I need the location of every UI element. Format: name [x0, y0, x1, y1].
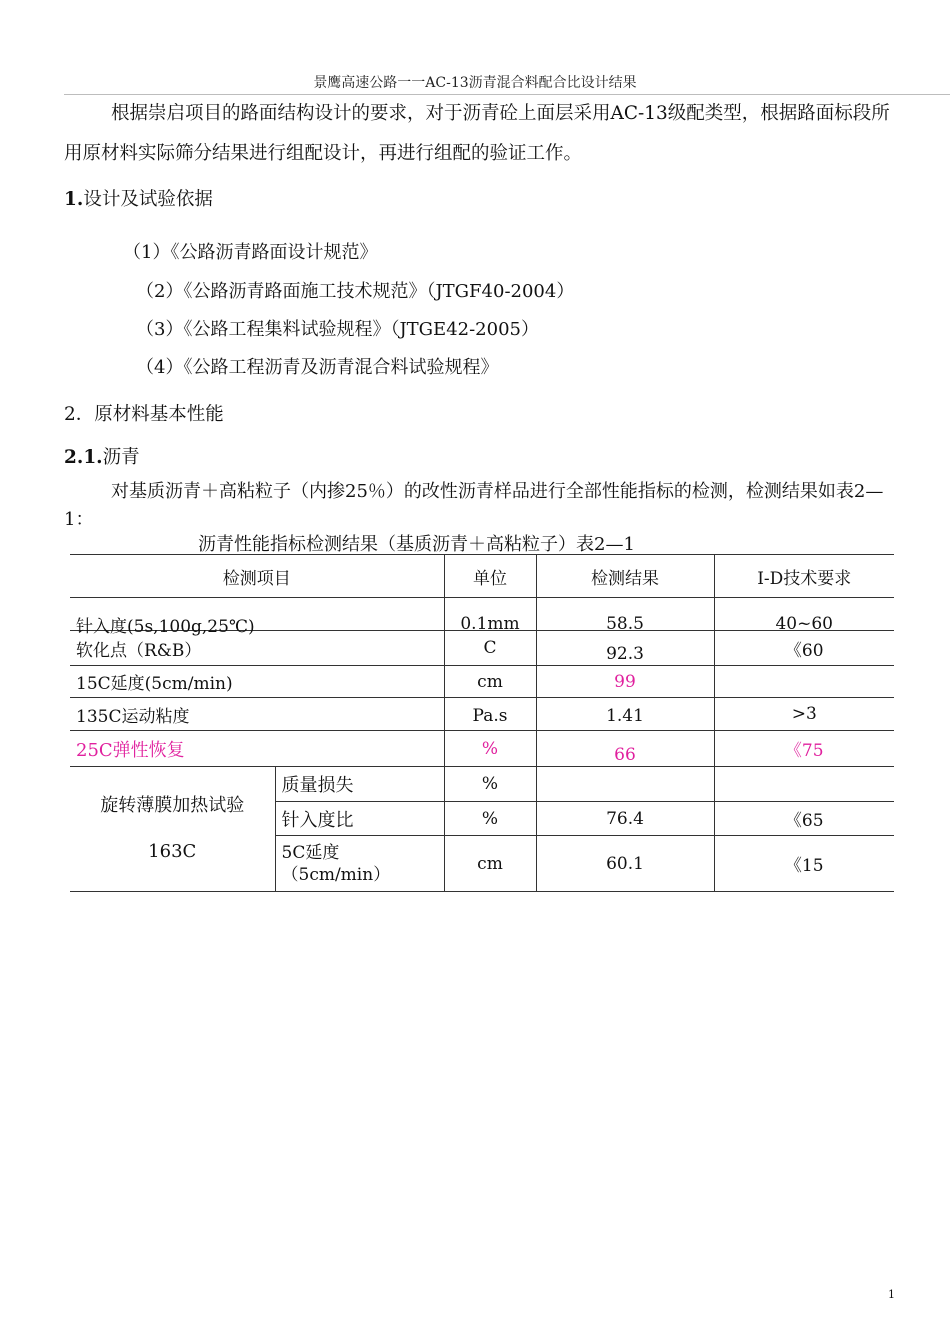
row-item-line2: （5cm/min）	[281, 864, 391, 885]
section-1-heading	[64, 185, 213, 211]
row-requirement: 40~60	[714, 598, 894, 631]
row-unit: %	[444, 767, 536, 802]
row-item: 软化点（R&B）	[70, 631, 444, 666]
rtfot-label-line2: 163C	[148, 841, 197, 862]
row-result: 92.3	[536, 631, 714, 666]
header-unit: 单位	[444, 555, 536, 598]
row-result: 66	[536, 731, 714, 767]
row-requirement	[714, 767, 894, 802]
row-item: 针入度(5s,100g,25℃)	[70, 598, 444, 631]
row-requirement: 《60	[714, 631, 894, 666]
row-result: 99	[536, 666, 714, 698]
row-result: 1.41	[536, 698, 714, 731]
row-result: 58.5	[536, 598, 714, 631]
table-row	[70, 666, 894, 698]
row-item: 15C延度(5cm/min)	[70, 666, 444, 698]
row-unit: %	[444, 802, 536, 836]
row-requirement	[714, 666, 894, 698]
table-row	[70, 767, 894, 802]
row-unit: %	[444, 731, 536, 767]
table-row	[70, 598, 894, 631]
intro-paragraph: 根据崇启项目的路面结构设计的要求，对于沥青砼上面层采用AC-13级配类型，根据路面标段所用原材料实际筛分结果进行组配设计，再进行组配的验证工作。	[64, 103, 890, 164]
reference-3: （3）《公路工程集料试验规程》（JTGE42-2005）	[136, 319, 539, 340]
table-caption: 沥青性能指标检测结果（基质沥青＋高粘粒子）表2—1	[198, 534, 635, 555]
reference-2: （2）《公路沥青路面施工技术规范》（JTGF40-2004）	[136, 281, 575, 302]
row-item: 质量损失	[275, 767, 444, 802]
table-row	[70, 698, 894, 731]
row-requirement: 《15	[714, 836, 894, 892]
section-2-1-number: 2.1.	[64, 447, 103, 468]
row-unit: cm	[444, 666, 536, 698]
row-requirement: 《65	[714, 802, 894, 836]
row-item: 25C弹性恢复	[70, 731, 444, 767]
row-result: 60.1	[536, 836, 714, 892]
row-item	[275, 836, 444, 892]
header-result: 检测结果	[536, 555, 714, 598]
reference-1: （1）《公路沥青路面设计规范》	[123, 242, 378, 263]
row-unit: C	[444, 631, 536, 666]
row-requirement: >3	[714, 698, 894, 731]
section-2-1-title: 沥青	[102, 447, 140, 468]
row-item-line1: 5C延度	[281, 842, 340, 863]
section-2-heading: 2．原材料基本性能	[64, 404, 224, 425]
header-item: 检测项目	[70, 555, 444, 598]
row-requirement: 《75	[714, 731, 894, 767]
row-result: 76.4	[536, 802, 714, 836]
rtfot-label	[70, 767, 275, 892]
row-item: 针入度比	[275, 802, 444, 836]
header-requirement: I-D技术要求	[714, 555, 894, 598]
table-header-row	[70, 555, 894, 598]
row-unit: 0.1mm	[444, 598, 536, 631]
row-item: 135C运动粘度	[70, 698, 444, 731]
section-1-number: 1.	[64, 189, 84, 210]
rtfot-label-line1: 旋转薄膜加热试验	[100, 795, 245, 816]
table-row	[70, 731, 894, 767]
row-unit: cm	[444, 836, 536, 892]
section-1-title: 设计及试验依据	[83, 189, 213, 210]
asphalt-paragraph: 对基质沥青＋高粘粒子（内掺25％）的改性沥青样品进行全部性能指标的检测，检测结果如表2—1：	[64, 481, 884, 530]
section-2-1-heading	[64, 443, 140, 469]
row-unit: Pa.s	[444, 698, 536, 731]
row-result	[536, 767, 714, 802]
asphalt-test-table	[70, 554, 894, 892]
page-header: 景鹰高速公路一一AC-13沥青混合料配合比设计结果	[313, 75, 637, 91]
reference-4: （4）《公路工程沥青及沥青混合料试验规程》	[136, 357, 499, 378]
page-number: 1	[888, 1288, 895, 1301]
